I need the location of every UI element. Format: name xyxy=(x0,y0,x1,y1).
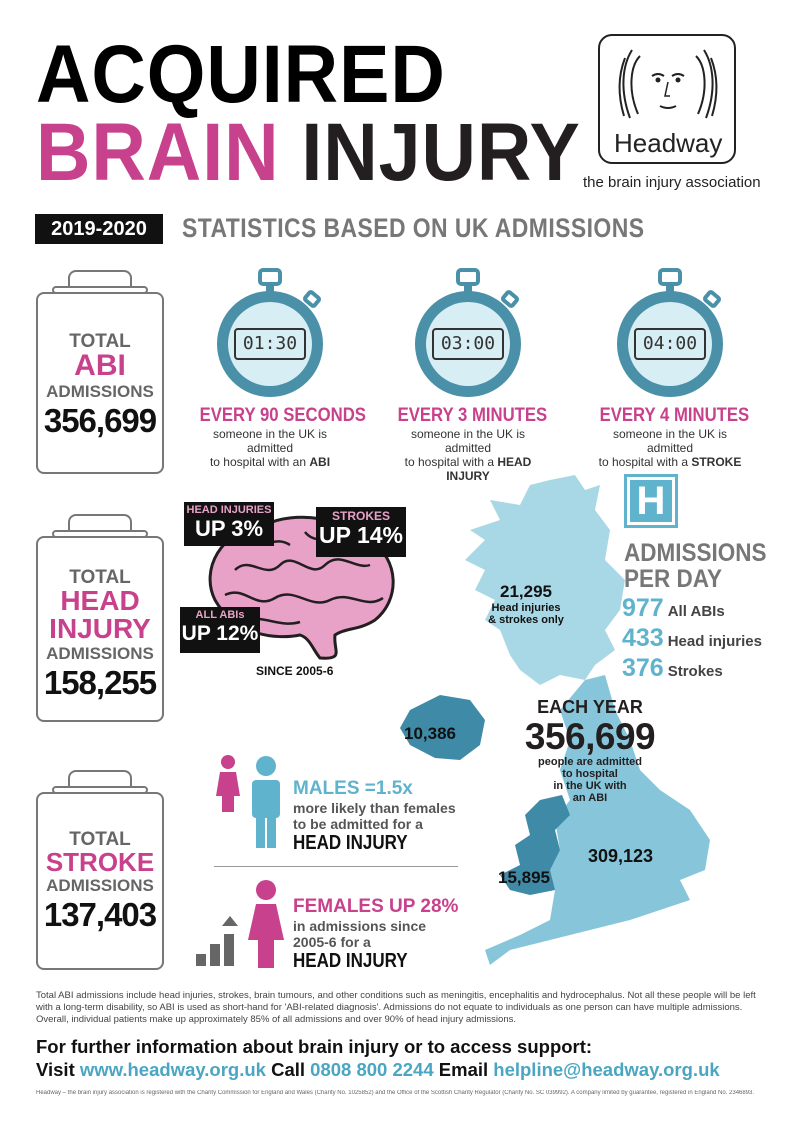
year-badge: 2019-2020 xyxy=(35,214,163,244)
total-label: TOTAL xyxy=(69,829,131,850)
website-link[interactable]: www.headway.org.uk xyxy=(79,1059,266,1080)
total-label: TOTAL xyxy=(69,567,131,588)
timer-sub-1: someone in the UK is admitted xyxy=(212,427,328,455)
timer-display: 03:00 xyxy=(432,328,504,360)
wales-label: 15,895 xyxy=(498,868,550,887)
each-year-callout: EACH YEAR 356,699 people are admitted to hospital in the UK with an ABI xyxy=(524,697,656,804)
badge-all-abis: ALL ABIs UP 12% xyxy=(180,607,260,653)
admissions-label: ADMISSIONS xyxy=(46,382,154,401)
female-growth-icon xyxy=(194,878,294,970)
email-link[interactable]: helpline@headway.org.uk xyxy=(493,1059,720,1080)
face-hands-icon xyxy=(600,36,734,136)
timer-abi: 01:30 EVERY 90 SECONDS someone in the UK is admitted to hospital with an ABI xyxy=(190,268,350,469)
logo-tagline: the brain injury association xyxy=(583,174,761,191)
title-injury: INJURY xyxy=(301,107,581,198)
timer-sub-1: someone in the UK is admitted xyxy=(410,427,526,455)
title-line-1: ACQUIRED xyxy=(36,29,446,120)
total-category-2: INJURY xyxy=(49,613,151,644)
scotland-label: 21,295 Head injuries & strokes only xyxy=(488,582,564,626)
timer-headline: EVERY 3 MINUTES xyxy=(397,405,548,426)
subtitle: STATISTICS BASED ON UK ADMISSIONS xyxy=(182,213,645,243)
male-female-icon xyxy=(214,752,294,852)
badge-strokes: STROKES UP 14% xyxy=(316,507,406,557)
cta-heading: For further information about brain injury or to access support: xyxy=(36,1036,593,1057)
timer-stroke: 04:00 EVERY 4 MINUTES someone in the UK is admitted to hospital with a STROKE xyxy=(590,268,750,469)
scotland-region xyxy=(465,475,625,685)
title-line-2 xyxy=(36,107,581,198)
total-category: ABI xyxy=(74,349,126,382)
total-label: TOTAL xyxy=(69,331,131,352)
timer-sub-1: someone in the UK is admitted xyxy=(612,427,728,455)
males-stat: MALES =1.5x more likely than females to be admitted for a HEAD INJURY xyxy=(293,778,456,854)
admissions-label: ADMISSIONS xyxy=(46,644,154,663)
phone-link[interactable]: 0808 800 2244 xyxy=(310,1059,434,1080)
total-category: HEAD xyxy=(60,585,140,616)
timer-display: 01:30 xyxy=(234,328,306,360)
admissions-label: ADMISSIONS xyxy=(46,876,154,895)
admissions-per-day-title: ADMISSIONS PER DAY xyxy=(624,539,767,593)
total-category: STROKE xyxy=(45,847,155,877)
since-label: SINCE 2005-6 xyxy=(256,664,334,678)
title-brain: BRAIN xyxy=(36,107,280,198)
legal-text: Headway – the brain injury association is registered with the Charity Commission for England and Wales (Charity No. 1025852) and the Office of the Scottish Charity Regulator (Charity No. SC 039992). A company limited by guarantee, registered in England No. 2346893. xyxy=(36,1090,755,1096)
timer-head-injury: 03:00 EVERY 3 MINUTES someone in the UK is admitted to hospital with a HEAD INJURY xyxy=(388,268,548,483)
apd-row-strokes: 376 Strokes xyxy=(622,654,723,682)
timer-headline: EVERY 4 MINUTES xyxy=(599,405,750,426)
england-label: 309,123 xyxy=(588,846,654,866)
total-head-injury-number: 158,255 xyxy=(43,664,157,701)
total-stroke-number: 137,403 xyxy=(43,896,157,933)
footnote: Total ABI admissions include head injuries, strokes, brain tumours, and other conditions such as meningitis, encephalitis and hydrocephalus. Not all these people will be left with a long-term disability, so ABI is used as short-hand for 'ABI-related diagnosis'. Admissions do not equate to individuals as one person can have multiple admissions. Overall, individual patients make up approximately 85% of all admissions and over 90% of head injury admissions. xyxy=(36,990,756,1025)
hospital-icon: H xyxy=(624,474,678,528)
total-abi-number: 356,699 xyxy=(43,402,157,439)
badge-head-injuries: HEAD INJURIES UP 3% xyxy=(184,502,274,546)
logo-wordmark: Headway xyxy=(614,128,723,158)
timer-display: 04:00 xyxy=(634,328,706,360)
apd-row-head-injuries: 433 Head injuries xyxy=(622,624,762,652)
cta-contacts: Visit www.headway.org.uk Call 0808 800 2244 Email helpline@headway.org.uk xyxy=(36,1059,720,1080)
ni-label: 10,386 xyxy=(404,724,456,743)
timer-headline: EVERY 90 SECONDS xyxy=(199,405,366,426)
divider xyxy=(214,866,458,867)
females-stat: FEMALES UP 28% in admissions since 2005-6 for a HEAD INJURY xyxy=(293,896,459,972)
apd-row-all-abis: 977 All ABIs xyxy=(622,594,725,622)
